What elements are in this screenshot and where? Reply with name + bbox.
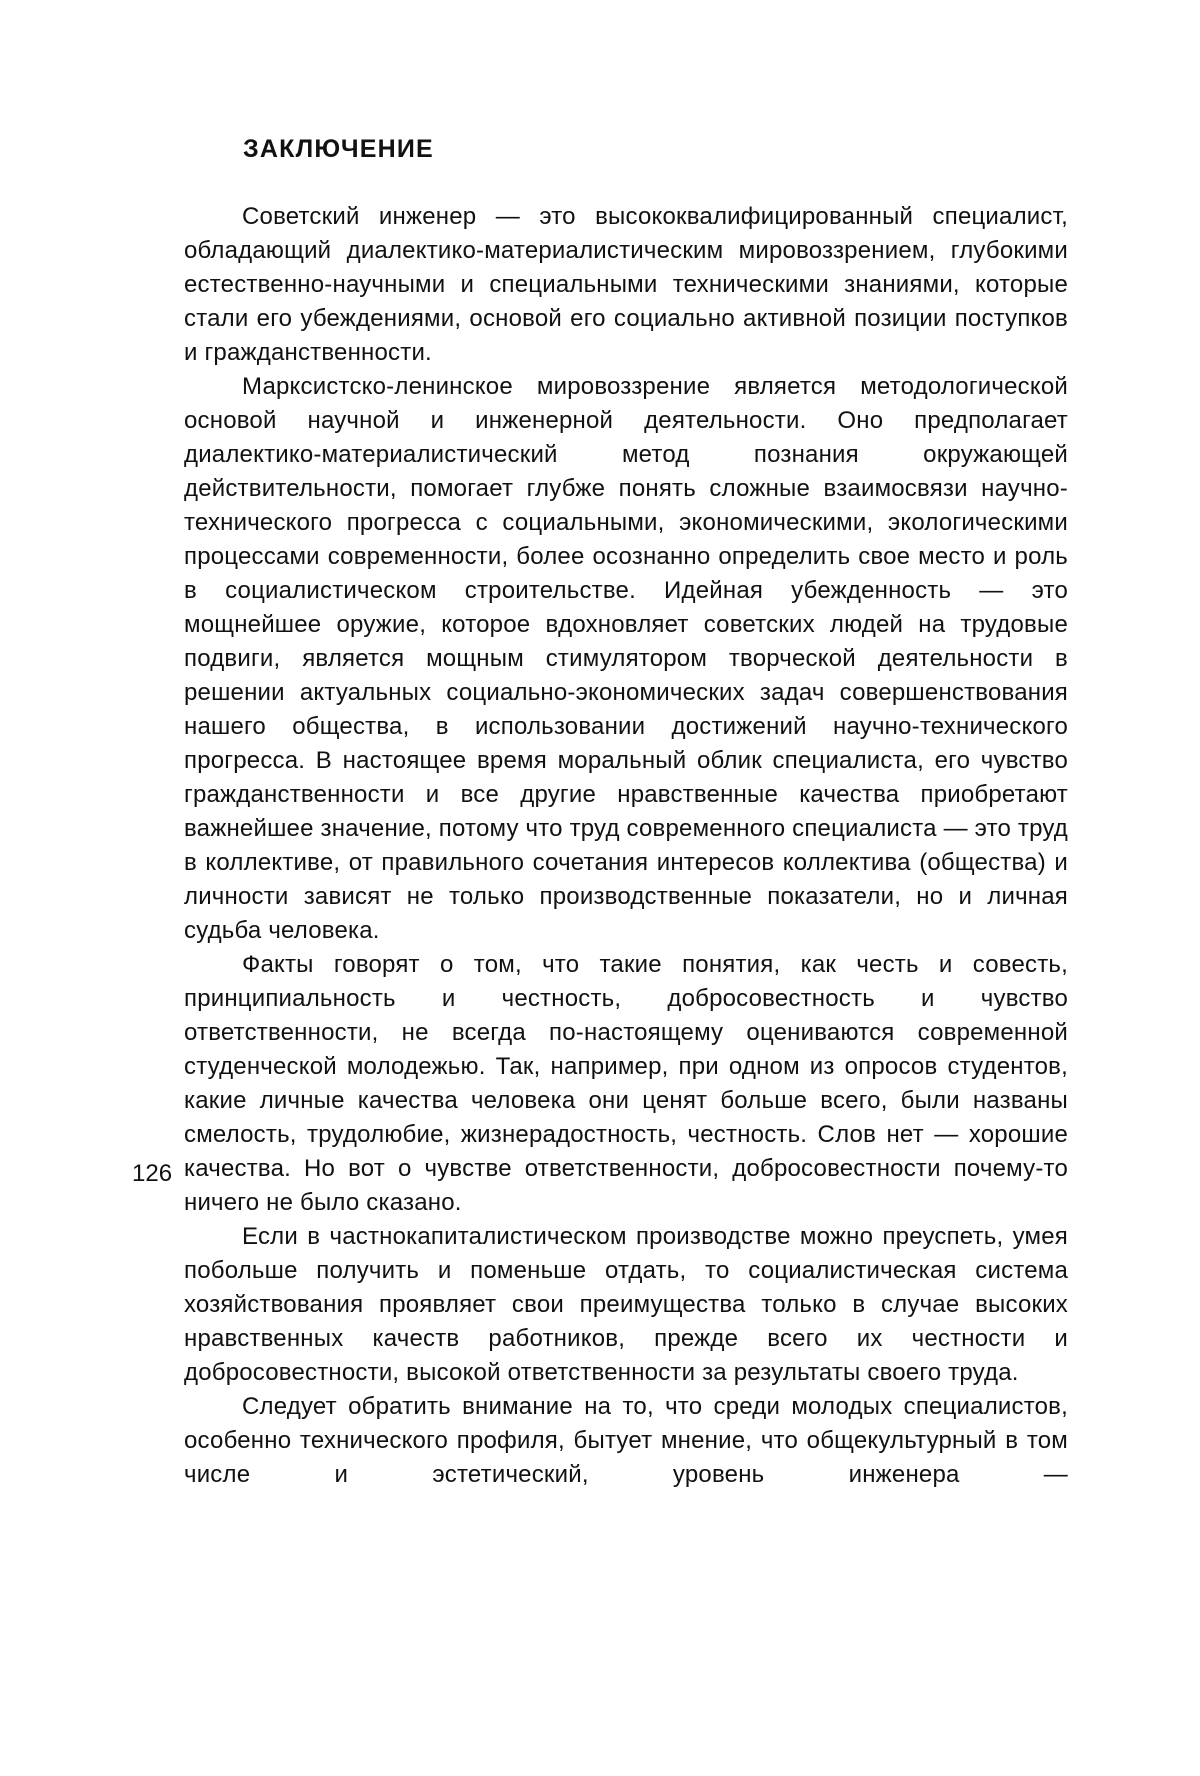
paragraph-1: Советский инженер — это высококвалифицированный специалист, обладающий диалектико-материалистическим мировоззрением, глубокими естественно-научными и специальными техническими знаниями, которые стали его убеждениями, основой его социально активной позиции поступков и гражданственности. [184,203,1068,366]
paragraph-2: Марксистско-ленинское мировоззрение является методологической основой научной и инженерной деятельности. Оно предполагает диалектико-материалистический метод познания окружающей действительности, помогает глубже понять сложные взаимосвязи научно-технического прогресса с социальными, экономическими, экологическими процессами современности, более осознанно определить свое место и роль в социалистическом строительстве. Идейная убежденность — это мощнейшее оружие, которое вдохновляет советских людей на трудовые подвиги, является мощным стимулятором творческой деятельности в решении актуальных социально-экономических задач совершенствования нашего общества, в использовании достижений научно-технического прогресса. В настоящее время моральный облик специалиста, его чувство гражданственности и все другие нравственные качества приобретают важнейшее значение, потому что труд современного специалиста — это труд в коллективе, от правильного сочетания интересов коллектива (общества) и личности зависят не только производственные показатели, но и личная судьба человека. [184,373,1068,944]
page-number: 126 [132,1160,173,1187]
body-text [184,200,1068,1492]
paragraph-5: Следует обратить внимание на то, что среди молодых специалистов, особенно технического профиля, бытует мнение, что общекультурный в том числе и эстетический, уровень инженера — [184,1393,1068,1488]
section-heading: ЗАКЛЮЧЕНИЕ [243,135,434,163]
paragraph-4: Если в частнокапиталистическом производстве можно преуспеть, умея побольше получить и поменьше отдать, то социалистическая система хозяйствования проявляет свои преимущества только в случае высоких нравственных качеств работников, прежде всего их честности и добросовестности, высокой ответственности за результаты своего труда. [184,1223,1068,1386]
paragraph-3: Факты говорят о том, что такие понятия, как честь и совесть, принципиальность и честность, добросовестность и чувство ответственности, не всегда по-настоящему оцениваются современной студенческой молодежью. Так, например, при одном из опросов студентов, какие личные качества человека они ценят больше всего, были названы смелость, трудолюбие, жизнерадостность, честность. Слов нет — хорошие качества. Но вот о чувстве ответственности, добросовестности почему-то ничего не было сказано. [184,951,1068,1216]
